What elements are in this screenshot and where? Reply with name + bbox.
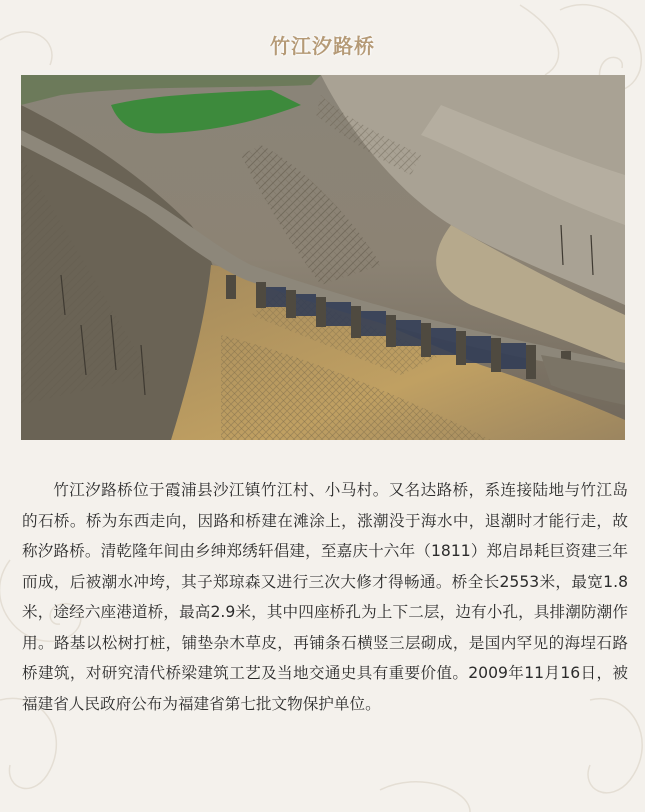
description-paragraph: 竹江汐路桥位于霞浦县沙江镇竹江村、小马村。又名达路桥，系连接陆地与竹江岛的石桥。桥为东西走向，因路和桥建在滩涂上，涨潮没于海水中，退潮时才能行走，故称汐路桥。清乾隆年间由乡绅郑绣轩倡建，至嘉庆十六年（1811）郑启昂耗巨资建三年而成，后被潮水冲垮，其子郑琼森又进行三次大修才得畅通。桥全长2553米，最宽1.8米，途经六座港道桥，最高2.9米，其中四座桥孔为上下二层，边有小孔，具排潮防潮作用。路基以松树打桩，铺垫杂木草皮，再铺条石横竖三层砌成，是国内罕见的海埕石路桥建筑，对研究清代桥梁建筑工艺及当地交通史具有重要价值。2009年11月16日，被福建省人民政府公布为福建省第七批文物保护单位。 bbox=[22, 481, 628, 713]
bridge-photo bbox=[21, 75, 625, 440]
page-title: 竹江汐路桥 bbox=[270, 34, 375, 58]
